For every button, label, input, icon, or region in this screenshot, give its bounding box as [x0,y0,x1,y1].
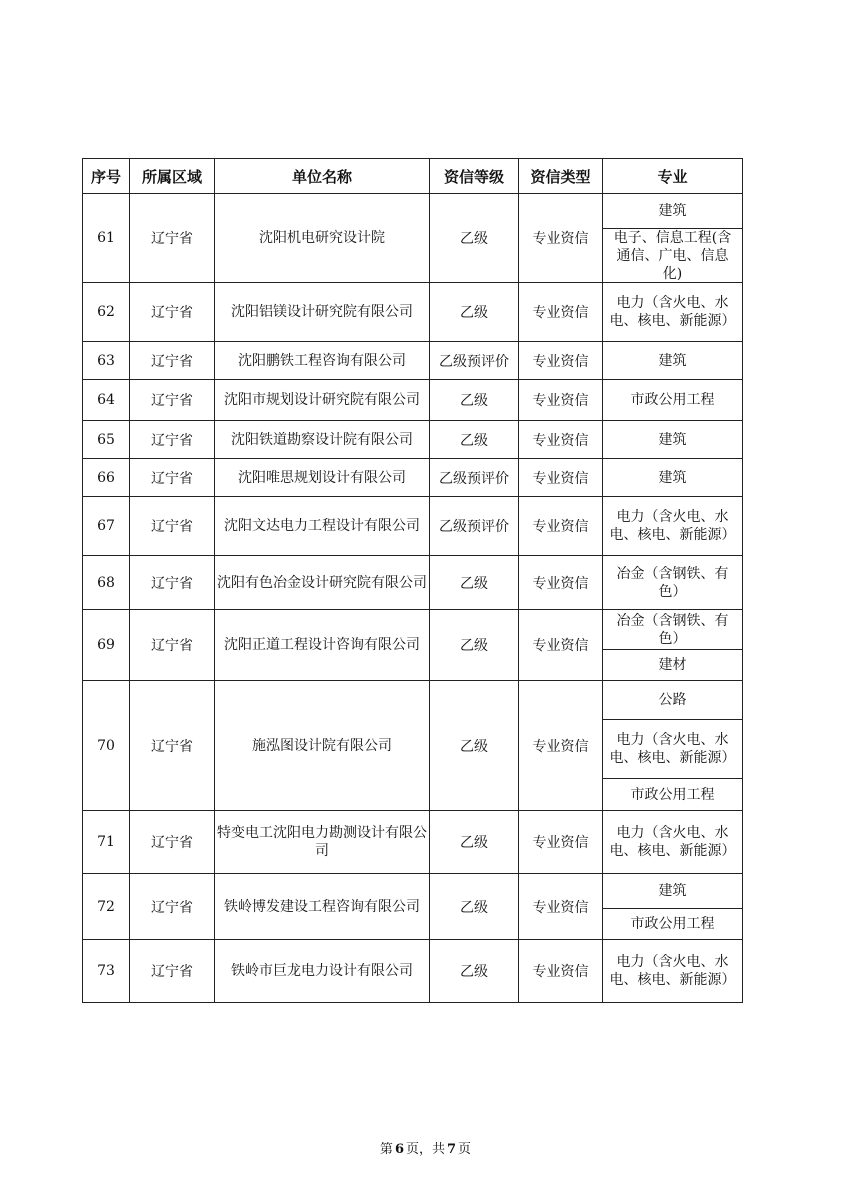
specialty-item: 建筑 [658,469,687,486]
footer-total-pages: 7 [447,1142,457,1157]
footer-prefix: 第 [379,1142,393,1157]
row-specialties [603,610,743,681]
header-spec: 专业 [603,159,743,194]
footer-mid: 页，共 [405,1142,445,1157]
page-footer [0,1138,851,1157]
row-company-name: 沈阳铝镁设计研究院有限公司 [215,283,430,342]
row-region: 辽宁省 [130,459,215,497]
row-company-name: 施泓图设计院有限公司 [215,681,430,811]
row-grade: 乙级 [430,811,519,874]
row-region: 辽宁省 [130,497,215,556]
row-number: 71 [83,811,130,874]
header-region: 所属区域 [130,159,215,194]
specialty-item: 市政公用工程 [630,392,715,408]
table-row [83,421,743,459]
specialty-item: 冶金（含钢铁、有色） [616,612,729,647]
header-grade: 资信等级 [430,159,519,194]
row-specialties [603,380,743,421]
specialty-item: 公路 [658,692,687,708]
row-region: 辽宁省 [130,342,215,380]
table-row [83,342,743,380]
row-specialties [603,874,743,940]
row-type: 专业资信 [519,874,603,940]
table-row [83,940,743,1003]
row-grade: 乙级预评价 [430,459,519,497]
header-no: 序号 [83,159,130,194]
row-company-name: 沈阳唯思规划设计有限公司 [215,459,430,497]
qualification-table [82,158,743,1003]
row-company-name: 沈阳铁道勘察设计院有限公司 [215,421,430,459]
table-row [83,283,743,342]
row-type: 专业资信 [519,610,603,681]
row-region: 辽宁省 [130,681,215,811]
row-specialties [603,940,743,1003]
row-specialties [603,342,743,380]
table-row [83,681,743,811]
row-grade: 乙级 [430,940,519,1003]
row-number: 65 [83,421,130,459]
header-type: 资信类型 [519,159,603,194]
row-specialties [603,283,743,342]
row-type: 专业资信 [519,556,603,610]
footer-suffix: 页 [458,1142,472,1157]
table-header-row [83,159,743,194]
row-type: 专业资信 [519,497,603,556]
row-specialties [603,811,743,874]
specialty-item: 电力（含火电、水电、核电、新能源） [609,825,736,859]
row-type: 专业资信 [519,940,603,1003]
row-number: 67 [83,497,130,556]
specialty-item: 建筑 [658,883,687,899]
row-grade: 乙级 [430,194,519,283]
specialty-item: 电子、信息工程(含通信、广电、信息化) [603,228,742,282]
row-grade: 乙级 [430,556,519,610]
row-company-name: 沈阳正道工程设计咨询有限公司 [215,610,430,681]
row-region: 辽宁省 [130,811,215,874]
row-number: 69 [83,610,130,681]
specialty-item: 冶金（含钢铁、有色） [616,565,729,600]
row-type: 专业资信 [519,194,603,283]
table-row [83,556,743,610]
row-grade: 乙级 [430,380,519,421]
footer-page-number: 6 [394,1142,404,1157]
row-number: 63 [83,342,130,380]
specialty-item: 电力（含火电、水电、核电、新能源） [603,719,742,778]
row-type: 专业资信 [519,421,603,459]
table-row [83,874,743,940]
row-region: 辽宁省 [130,380,215,421]
table-row [83,610,743,681]
row-grade: 乙级 [430,681,519,811]
row-type: 专业资信 [519,283,603,342]
row-grade: 乙级预评价 [430,342,519,380]
row-number: 68 [83,556,130,610]
specialty-item: 建筑 [658,203,687,219]
row-grade: 乙级 [430,874,519,940]
row-region: 辽宁省 [130,283,215,342]
row-region: 辽宁省 [130,421,215,459]
row-number: 66 [83,459,130,497]
specialty-item: 市政公用工程 [603,778,742,810]
row-company-name: 沈阳有色冶金设计研究院有限公司 [215,556,430,610]
row-company-name: 沈阳市规划设计研究院有限公司 [215,380,430,421]
row-specialties [603,497,743,556]
table-row [83,459,743,497]
row-company-name: 沈阳文达电力工程设计有限公司 [215,497,430,556]
row-company-name: 铁岭博发建设工程咨询有限公司 [215,874,430,940]
row-specialties [603,194,743,283]
row-region: 辽宁省 [130,874,215,940]
specialty-item: 电力（含火电、水电、核电、新能源） [609,509,736,543]
row-region: 辽宁省 [130,194,215,283]
row-grade: 乙级 [430,421,519,459]
row-company-name: 特变电工沈阳电力勘测设计有限公司 [215,811,430,874]
row-number: 72 [83,874,130,940]
row-region: 辽宁省 [130,940,215,1003]
row-type: 专业资信 [519,380,603,421]
row-number: 62 [83,283,130,342]
table-row [83,194,743,283]
row-specialties [603,421,743,459]
specialty-item: 电力（含火电、水电、核电、新能源） [609,954,736,988]
row-number: 61 [83,194,130,283]
row-grade: 乙级 [430,610,519,681]
row-region: 辽宁省 [130,556,215,610]
row-type: 专业资信 [519,811,603,874]
specialty-item: 建筑 [658,431,687,448]
row-company-name: 沈阳鹏铁工程咨询有限公司 [215,342,430,380]
row-company-name: 铁岭市巨龙电力设计有限公司 [215,940,430,1003]
row-number: 64 [83,380,130,421]
specialty-item: 建筑 [658,352,687,369]
row-specialties [603,556,743,610]
row-specialties [603,681,743,811]
row-type: 专业资信 [519,342,603,380]
table-row [83,380,743,421]
row-type: 专业资信 [519,681,603,811]
header-name: 单位名称 [215,159,430,194]
specialty-item: 电力（含火电、水电、核电、新能源） [609,295,736,329]
row-region: 辽宁省 [130,610,215,681]
specialty-item: 市政公用工程 [603,908,742,939]
row-grade: 乙级预评价 [430,497,519,556]
table-row [83,497,743,556]
row-type: 专业资信 [519,459,603,497]
row-specialties [603,459,743,497]
specialty-item: 建材 [603,649,742,680]
row-company-name: 沈阳机电研究设计院 [215,194,430,283]
row-number: 70 [83,681,130,811]
row-grade: 乙级 [430,283,519,342]
row-number: 73 [83,940,130,1003]
table-row [83,811,743,874]
